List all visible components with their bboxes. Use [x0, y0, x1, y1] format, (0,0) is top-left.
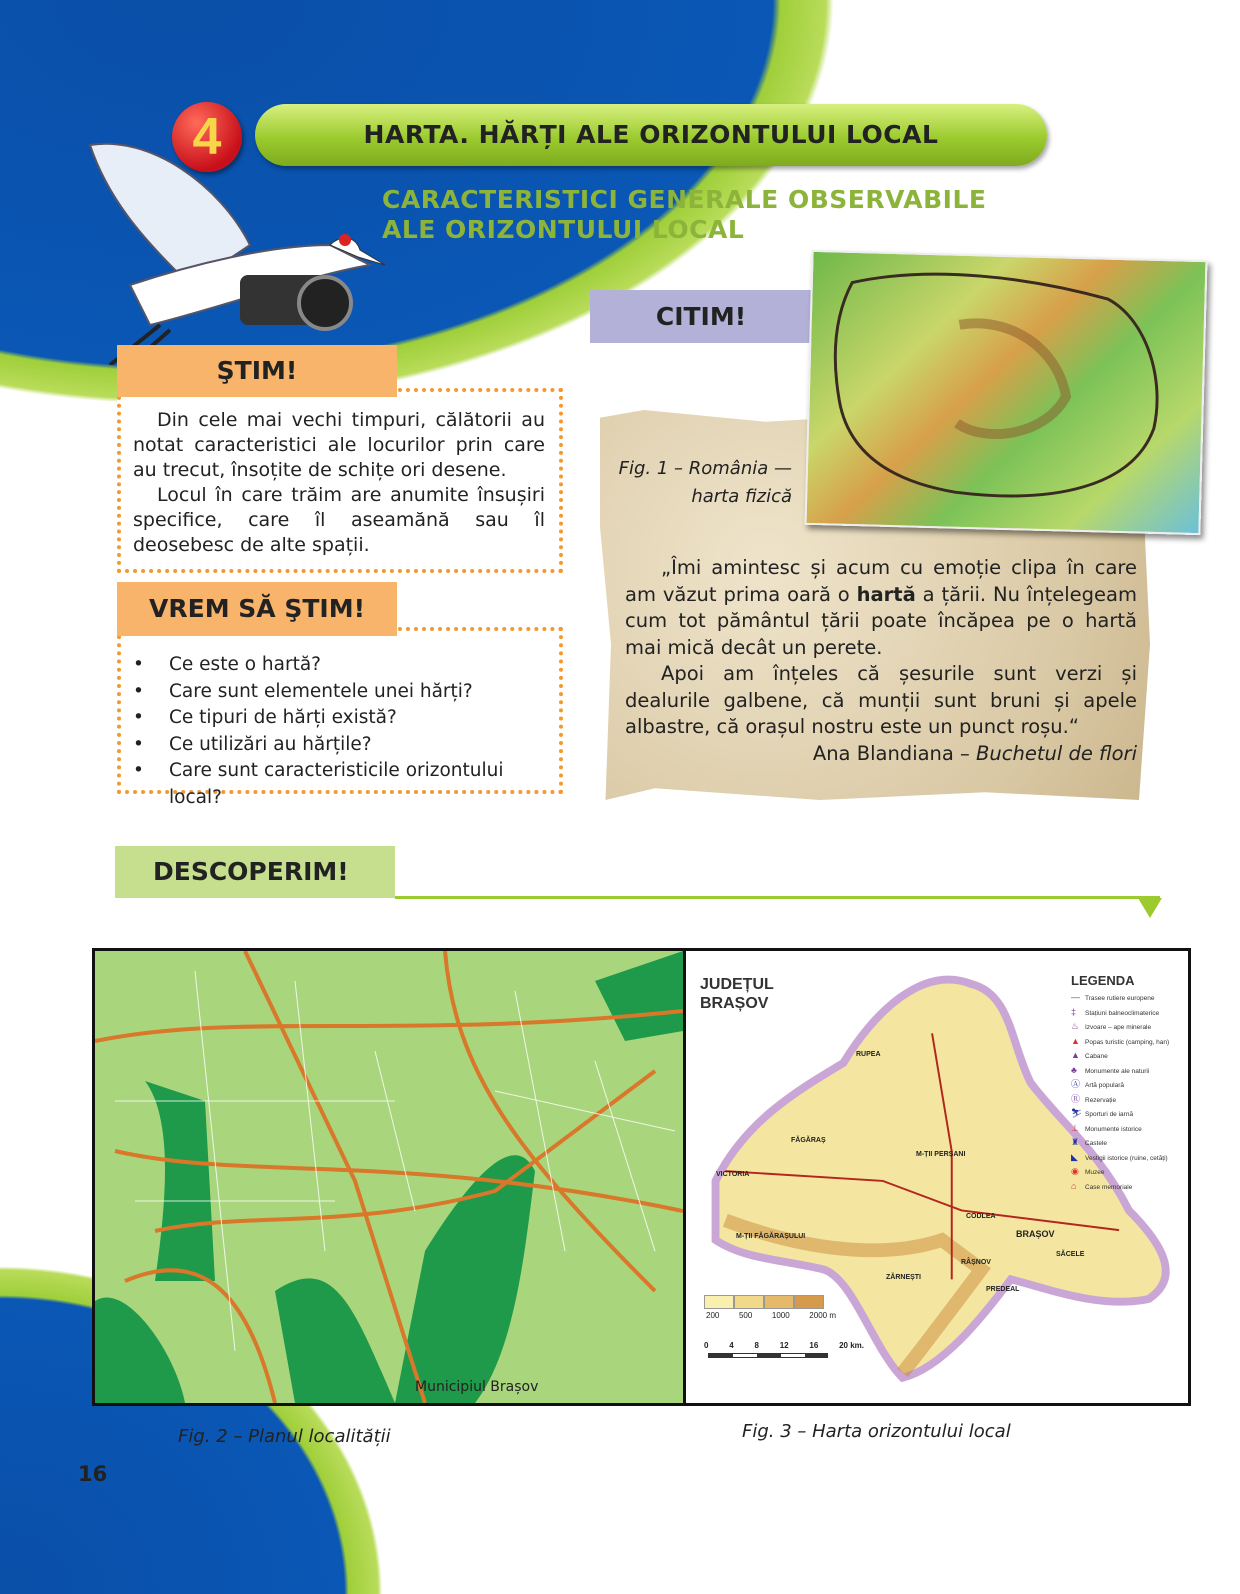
- lesson-title: HARTA. HĂRȚI ALE ORIZONTULUI LOCAL: [255, 104, 1047, 166]
- place-label: SĂCELE: [1056, 1251, 1085, 1258]
- km-scale-labels: 0 4 8 12 16 20 km.: [704, 1341, 864, 1350]
- divider-line: [395, 896, 1160, 899]
- legend-item: ⌂ Case memoriale: [1071, 1180, 1133, 1191]
- legend-item: ◣ Vestigii istorice (ruine, cetăți): [1071, 1151, 1168, 1162]
- fig1-caption-line: Fig. 1 – România —: [618, 458, 792, 479]
- quote-paragraph: Apoi am înțeles că șesurile sunt verzi și dealurile galbene, că munții sunt bruni și apele albastre, că orașul nostru este un punct roșu.“: [625, 662, 1137, 738]
- km-scale-bar: [708, 1353, 828, 1358]
- legend-item: Ⓡ Rezervație: [1071, 1093, 1117, 1104]
- question-item: • Ce este o hartă?: [133, 652, 549, 679]
- place-label: CODLEA: [966, 1213, 996, 1220]
- fig2-caption: Fig. 2 – Planul localității: [178, 1426, 391, 1447]
- place-label: PREDEAL: [986, 1286, 1020, 1293]
- stim-paragraph: Din cele mai vechi timpuri, călătorii au notat caracteristici ale locurilor prin care au trecut, însoțite de schițe ori desene.: [133, 409, 545, 481]
- legend-item: ♣ Monumente ale naturii: [1071, 1064, 1150, 1075]
- lesson-subtitle: [382, 185, 1002, 245]
- map-legend: [1071, 971, 1189, 1194]
- vrem-tab: VREM SĂ ŞTIM!: [117, 582, 397, 636]
- legend-item: ▲ Cabane: [1071, 1050, 1108, 1060]
- city-plan-map: [95, 951, 683, 1403]
- fig3-caption: Fig. 3 – Harta orizontului local: [742, 1421, 1011, 1442]
- legend-item: ▲ Popas turistic (camping, han): [1071, 1035, 1170, 1046]
- legend-item: ◉ Muzee: [1071, 1166, 1105, 1176]
- legend-item: Ⓐ Artă populară: [1071, 1079, 1125, 1089]
- quote-attribution: [625, 741, 1137, 768]
- place-label: M-ȚII PERȘANI: [916, 1151, 966, 1158]
- triangle-marker: [1138, 898, 1162, 918]
- legend-item: ⛷ Sporturi de iarnă: [1071, 1108, 1134, 1118]
- legend-item: ‡ Stațiuni balneoclimaterice: [1071, 1006, 1160, 1017]
- place-label: ZĂRNEȘTI: [886, 1274, 921, 1281]
- question-item: • Ce utilizări au hărțile?: [133, 732, 549, 759]
- fig1-caption-line: harta fizică: [691, 486, 792, 507]
- legend-item: ♨ Izvoare – ape minerale: [1071, 1021, 1152, 1031]
- county-title-line: BRAȘOV: [700, 995, 769, 1012]
- quote-work: Buchetul de flori: [976, 741, 1137, 765]
- subtitle-line-1: CARACTERISTICI GENERALE OBSERVABILE: [382, 185, 987, 214]
- fig1-caption: [617, 455, 792, 511]
- altitude-scale: [704, 1295, 824, 1309]
- place-label: RÂȘNOV: [961, 1259, 991, 1266]
- romania-physical-map: [804, 250, 1207, 535]
- stim-tab: ŞTIM!: [117, 345, 397, 397]
- question-item: • Ce tipuri de hărți există?: [133, 705, 549, 732]
- legend-item: — Trasee rutiere europene: [1071, 992, 1155, 1002]
- quote-author: Ana Blandiana –: [812, 741, 977, 765]
- county-map: [686, 951, 1188, 1403]
- altitude-scale-labels: 200 500 1000 2000 m: [706, 1311, 836, 1320]
- stim-paragraph: Locul în care trăim are anumite însușiri specifice, care îl aseamănă sau îl deosebesc de alte spații.: [133, 484, 545, 556]
- city-map-label: Municipiul Brașov: [415, 1379, 539, 1395]
- citim-tab: CITIM!: [590, 290, 812, 343]
- legend-item: ♜ Castele: [1071, 1137, 1108, 1147]
- place-label: BRAȘOV: [1016, 1229, 1055, 1239]
- legend-item: ⊥ Monumente istorice: [1071, 1122, 1142, 1133]
- quote-bold: hartă: [856, 582, 916, 606]
- legend-title: LEGENDA: [1071, 973, 1135, 988]
- place-label: M-ȚII FĂGĂRAȘULUI: [736, 1233, 806, 1240]
- quote-text: [625, 555, 1137, 767]
- page-number: 16: [78, 1462, 108, 1486]
- maps-panel: [92, 948, 1191, 1406]
- lesson-number-badge: 4: [172, 102, 242, 172]
- county-title-line: JUDEȚUL: [700, 976, 774, 993]
- place-label: FĂGĂRAȘ: [791, 1137, 826, 1144]
- place-label: VICTORIA: [716, 1171, 750, 1178]
- subtitle-line-2: ALE ORIZONTULUI LOCAL: [382, 215, 745, 244]
- place-label: RUPEA: [856, 1051, 881, 1058]
- quote-part: „Îmi amintesc și acum cu emoție clipa în care am văzut prima oară o: [625, 556, 1137, 606]
- question-item: • Care sunt elementele unei hărți?: [133, 679, 549, 706]
- stim-box: [117, 388, 563, 573]
- vrem-box: [117, 627, 563, 808]
- descoperim-tab: DESCOPERIM!: [115, 846, 395, 898]
- county-map-title: [700, 975, 774, 1013]
- question-item: • Care sunt caracteristicile orizontului local?: [133, 758, 549, 811]
- quote-part: a țării. Nu înțelegeam cum tot pământul țării poate încăpea pe o hartă mai mică decât un perete.: [625, 582, 1137, 659]
